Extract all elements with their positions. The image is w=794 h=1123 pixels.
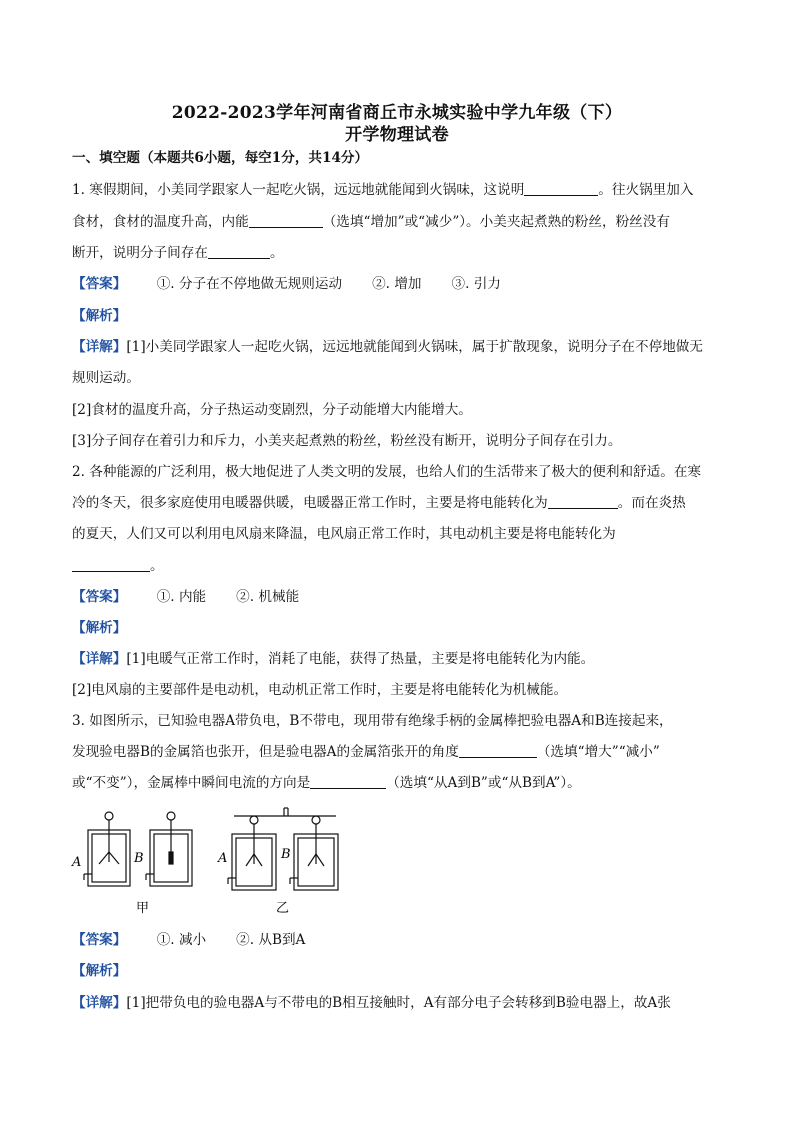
text: 冷的冬天，很多家庭使用电暖器供暖，电暖器正常工作时，主要是将电能转化为 — [72, 495, 548, 511]
answer-blank — [249, 213, 323, 228]
answer-tag: 【答案】 — [72, 276, 127, 292]
text: [1]小美同学跟家人一起吃火锅，远远地就能闻到火锅味，属于扩散现象，说明分子在不停地做无 — [126, 339, 703, 355]
analysis-tag: 【解析】 — [72, 963, 127, 979]
question-3-answer — [72, 930, 722, 950]
electroscope-a-right — [228, 816, 276, 890]
answer-item: ①. 减小 — [156, 932, 207, 948]
question-2-answer — [72, 587, 722, 607]
caption-left: 甲 — [136, 901, 150, 916]
answer-item: ③. 引力 — [451, 276, 501, 292]
text: 。 — [150, 558, 164, 574]
answer-item: ②. 从B到A — [236, 932, 306, 948]
document-subtitle: 开学物理试卷 — [345, 125, 449, 145]
answer-blank — [72, 557, 150, 572]
answer-blank — [459, 743, 537, 758]
electroscope-figure — [66, 804, 366, 922]
text: 。 — [269, 245, 284, 261]
question-2-line-3: 的夏天，人们又可以利用电风扇来降温，电风扇正常工作时，其电动机主要是将电能转化为 — [72, 526, 616, 542]
question-3-line-2 — [72, 742, 722, 762]
answer-item: ②. 机械能 — [236, 589, 300, 605]
question-2-analysis-tag — [72, 618, 722, 638]
document-title: 2022-2023学年河南省商丘市永城实验中学九年级（下） — [171, 103, 623, 123]
question-2-detail-1 — [72, 649, 722, 669]
answer-tag: 【答案】 — [72, 932, 127, 948]
label-a-left: A — [72, 855, 82, 870]
detail-tag: 【详解】 — [72, 995, 127, 1011]
text: 。往火锅里加入 — [598, 182, 694, 198]
question-1-detail-1b: 规则运动。 — [72, 370, 140, 386]
detail-tag: 【详解】 — [72, 651, 127, 667]
label-b-left: B — [134, 851, 144, 866]
answer-blank — [524, 181, 598, 196]
question-1-line-2 — [72, 212, 722, 232]
electroscope-b-right — [290, 816, 338, 890]
analysis-tag: 【解析】 — [72, 308, 127, 324]
text: （选填“增加”或“减少”）。小美夹起煮熟的粉丝，粉丝没有 — [322, 214, 670, 230]
text: 食材，食材的温度升高，内能 — [72, 214, 249, 230]
answer-blank — [310, 774, 386, 789]
analysis-tag: 【解析】 — [72, 620, 127, 636]
question-1-detail-3: [3]分子间存在着引力和斥力，小美夹起煮熟的粉丝，粉丝没有断开，说明分子间存在引力。 — [72, 433, 622, 449]
label-b-right: B — [281, 847, 291, 862]
text: 断开，说明分子间存在 — [72, 245, 208, 261]
question-1-line-1 — [72, 180, 722, 200]
question-2-detail-2: [2]电风扇的主要部件是电动机，电动机正常工作时，主要是将电能转化为机械能。 — [72, 682, 568, 698]
detail-tag: 【详解】 — [72, 339, 127, 355]
caption-right: 乙 — [276, 901, 290, 916]
question-1-answer — [72, 274, 722, 294]
section-heading: 一、填空题（本题共6小题，每空1分，共14分） — [72, 150, 369, 166]
question-1-analysis-tag — [72, 306, 722, 326]
question-3-detail-1 — [72, 993, 722, 1013]
text: 1. 寒假期间，小美同学跟家人一起吃火锅，远远地就能闻到火锅味，这说明 — [72, 182, 525, 198]
answer-item: ①. 内能 — [156, 589, 207, 605]
text: 。而在炎热 — [617, 495, 686, 511]
text: [1]电暖气正常工作时，消耗了电能，获得了热量，主要是将电能转化为内能。 — [126, 651, 595, 667]
answer-item: ②. 增加 — [372, 276, 422, 292]
question-1-line-3 — [72, 243, 722, 263]
text: 发现验电器B的金属箔也张开，但是验电器A的金属箔张开的角度 — [72, 744, 459, 760]
text: 或“不变”），金属棒中瞬间电流的方向是 — [72, 775, 311, 791]
electroscope-b-left — [146, 812, 192, 886]
question-1-detail-1 — [72, 337, 722, 357]
answer-blank — [208, 244, 270, 259]
text: [1]把带负电的验电器A与不带电的B相互接触时，A有部分电子会转移到B验电器上，故A张 — [126, 995, 671, 1011]
question-3-line-3 — [72, 773, 722, 793]
text: （选填“增大”“减小” — [536, 744, 660, 760]
answer-item: ①. 分子在不停地做无规则运动 — [156, 276, 343, 292]
question-2-line-2 — [72, 493, 722, 513]
question-3-analysis-tag — [72, 961, 722, 981]
electroscope-a-left — [84, 812, 130, 886]
text: （选填“从A到B”或“从B到A”）。 — [386, 775, 581, 791]
answer-blank — [548, 494, 618, 509]
label-a-right: A — [218, 851, 228, 866]
question-1-detail-2: [2]食材的温度升高，分子热运动变剧烈，分子动能增大内能增大。 — [72, 402, 472, 418]
answer-tag: 【答案】 — [72, 589, 127, 605]
question-2-line-1: 2. 各种能源的广泛利用，极大地促进了人类文明的发展，也给人们的生活带来了极大的便利和舒适。在寒 — [72, 464, 702, 480]
question-3-line-1: 3. 如图所示，已知验电器A带负电，B不带电，现用带有绝缘手柄的金属棒把验电器A和B连接起来， — [72, 713, 673, 729]
question-2-line-4 — [72, 556, 722, 576]
